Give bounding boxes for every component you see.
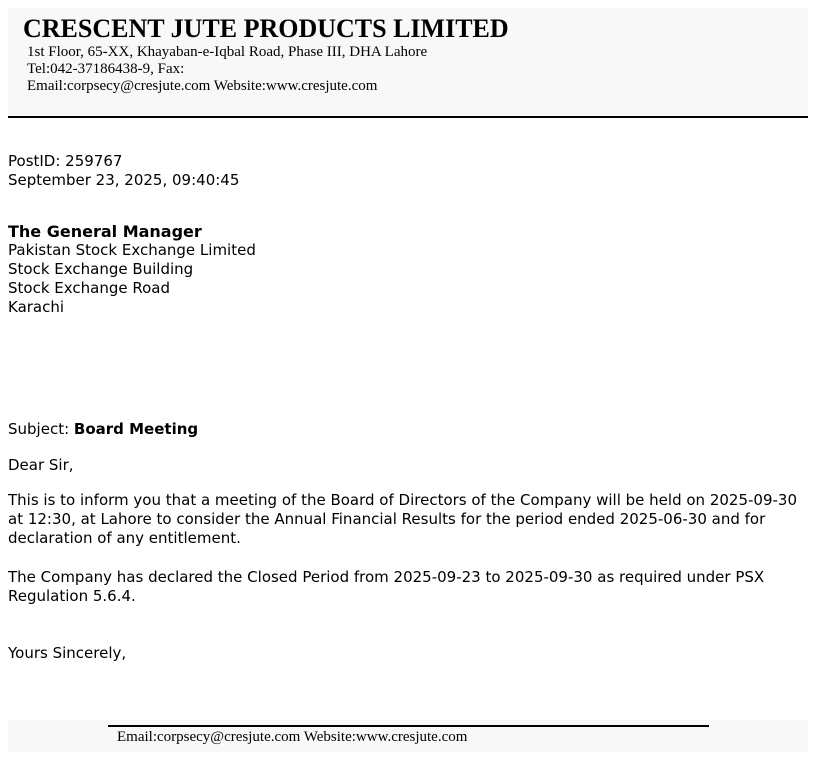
post-info <box>8 152 239 190</box>
recipient-line: Karachi <box>8 298 65 316</box>
recipient-line: Stock Exchange Building <box>8 260 194 278</box>
footer <box>8 720 808 752</box>
recipient-address <box>8 222 256 317</box>
salutation: Dear Sir, <box>8 456 74 474</box>
letterhead <box>8 8 808 116</box>
company-address: 1st Floor, 65-XX, Khayaban-e-Iqbal Road, Phase III, DHA Lahore <box>27 44 428 60</box>
subject-line <box>8 420 198 439</box>
post-id: PostID: 259767 <box>8 152 123 170</box>
subject-label: Subject: <box>8 420 74 438</box>
post-datetime: September 23, 2025, 09:40:45 <box>8 171 240 189</box>
recipient-line: Stock Exchange Road <box>8 279 170 297</box>
subject-value: Board Meeting <box>73 420 199 438</box>
company-name: CRESCENT JUTE PRODUCTS LIMITED <box>23 14 509 43</box>
recipient-line: Pakistan Stock Exchange Limited <box>8 241 256 259</box>
footer-email-website: Email:corpsecy@cresjute.com Website:www.cresjute.com <box>117 729 468 745</box>
company-email-website: Email:corpsecy@cresjute.com Website:www.cresjute.com <box>27 78 378 94</box>
recipient-title: The General Manager <box>8 222 202 241</box>
body-paragraph: This is to inform you that a meeting of the Board of Directors of the Company will be held on 2025-09-30 at 12:30, at Lahore to consider the Annual Financial Results for the period ended 2025-06-30 and for declaration of any entitlement. <box>8 491 797 547</box>
footer-divider <box>108 725 709 727</box>
closing: Yours Sincerely, <box>8 644 127 662</box>
company-tel-fax: Tel:042-37186438-9, Fax: <box>27 61 185 77</box>
header-divider <box>8 116 808 118</box>
body-paragraph: The Company has declared the Closed Period from 2025-09-23 to 2025-09-30 as required under PSX Regulation 5.6.4. <box>8 568 765 605</box>
